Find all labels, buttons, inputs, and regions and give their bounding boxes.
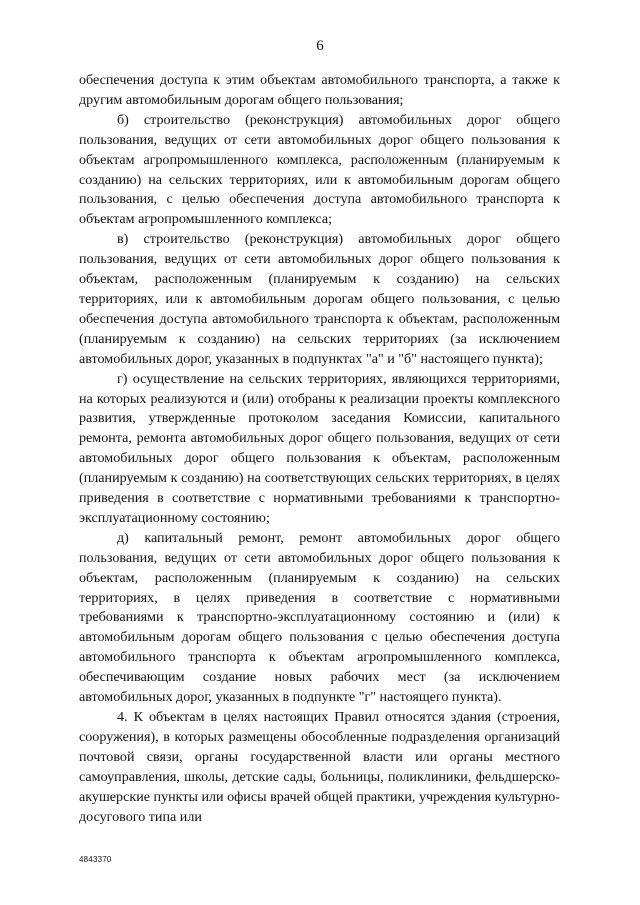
paragraph-item-v: в) строительство (реконструкция) автомобильных дорог общего пользования, ведущих от сети автомобильных дорог общего пользования к объектам, расположенным (планируемым к созданию) на сельских территориях, или к автомобильным дорогам общего пользования, с целью обеспечения доступа автомобильного транспорта к объектам, расположенным (планируемым к созданию) на сельских территориях (за исключением автомобильных дорог, указанных в подпунктах "а" и "б" настоящего пункта); — [79, 231, 560, 367]
paragraph-item-d: д) капитальный ремонт, ремонт автомобильных дорог общего пользования, ведущих от сети автомобильных дорог общего пользования к объектам, расположенным (планируемым к созданию) на сельских территориях, в целях приведения в соответствие с нормативными требованиями к транспортно-эксплуатационному состоянию и (или) к автомобильным дорогам общего пользования с целью обеспечения доступа автомобильного транспорта к объектам агропромышленного комплекса, обеспечивающим создание новых рабочих мест (за исключением автомобильных дорог, указанных в подпункте "г" настоящего пункта). — [79, 529, 560, 706]
paragraph-clause-4: 4. К объектам в целях настоящих Правил относятся здания (строения, сооружения), в которых размещены обособленные подразделения организаций почтовой связи, органы государственной власти или органы местного самоуправления, школы, детские сады, больницы, поликлиники, фельдшерско-акушерские пункты или офисы врачей общей практики, учреждения культурно-досугового типа или — [79, 709, 560, 825]
paragraph-continuation: обеспечения доступа к этим объектам автомобильного транспорта, а также к другим автомобильным дорогам общего пользования; — [79, 72, 560, 108]
document-code: 4843370 — [79, 855, 112, 864]
page-number: 6 — [316, 38, 324, 54]
paragraph-item-g: г) осуществление на сельских территориях, являющихся территориями, на которых реализуются и (или) отобраны к реализации проекты комплексного развития, утвержденные протоколом заседания Комиссии, капитального ремонта, ремонта автомобильных дорог общего пользования, ведущих от сети автомобильных дорог общего пользования к объектам, расположенным (планируемым к созданию) на соответствующих сельских территориях, в целях приведения в соответствие с нормативными требованиями к транспортно-эксплуатационному состоянию; — [79, 370, 560, 526]
document-body — [79, 71, 560, 827]
paragraph-item-b: б) строительство (реконструкция) автомобильных дорог общего пользования, ведущих от сети автомобильных дорог общего пользования к объектам агропромышленного комплекса, расположенным (планируемым к созданию) на сельских территориях, или к автомобильным дорогам общего пользования, с целью обеспечения доступа автомобильного транспорта к объектам агропромышленного комплекса; — [79, 111, 560, 228]
